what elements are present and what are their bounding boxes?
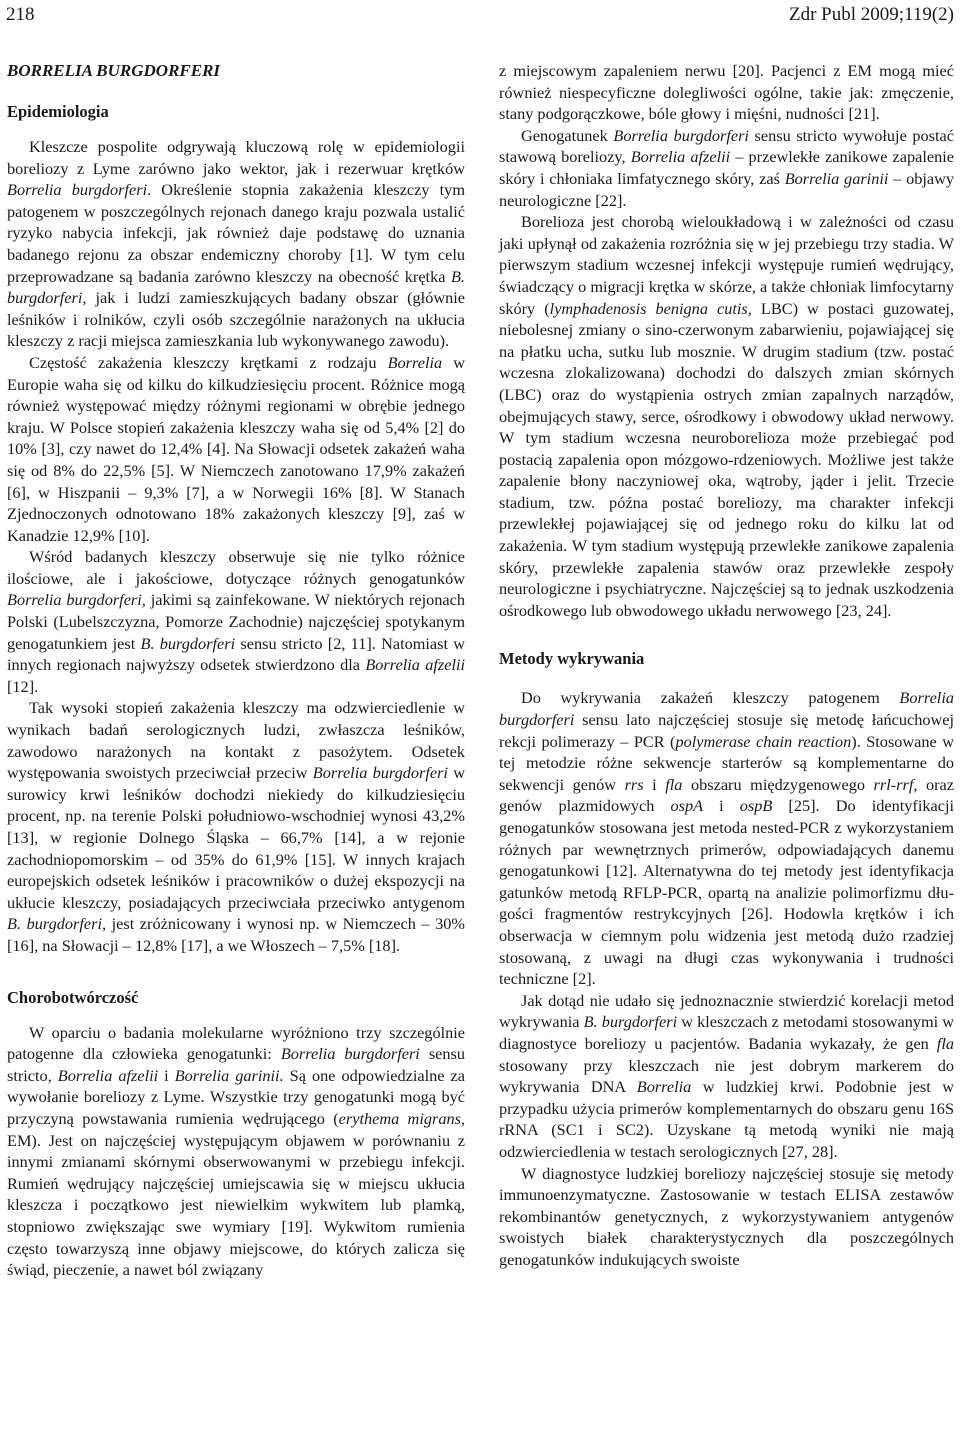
- text-run: Jak dotąd nie udało się jednoznacznie stwierdzić korelacji metod wykrywania: [499, 990, 954, 1032]
- right-column: [499, 60, 954, 1270]
- italic-text-run: B. burgdorferi: [583, 1012, 678, 1032]
- page-header: [6, 2, 954, 28]
- text-run: Tak wysoki stopień zakażenia kleszczy ma odzwierciedlenie w wynikach badań serologicznych ludzi, zwłaszcza leśników, zawodowo narażonych na kontakt z pasożytem. Odsetek występowania swoistych przeciwciał przeciw: [7, 698, 465, 783]
- text-run: i: [158, 1065, 175, 1085]
- text-run: , oraz genów plazmidowych: [499, 774, 955, 816]
- text-run: – objawy neurologiczne [22].: [499, 168, 954, 210]
- italic-text-run: Borrelia burgdorferi: [499, 688, 954, 730]
- paragraph: [499, 990, 954, 1163]
- italic-text-run: polymerase chain reaction: [675, 731, 852, 751]
- section-title: BORRELIA BURGDORFERI: [7, 61, 221, 80]
- journal-citation: Zdr Publ 2009;119(2): [788, 4, 954, 25]
- italic-text-run: Borrelia afzelii: [630, 147, 731, 167]
- text-run: Borelioza jest chorobą wieloukładową i w zależności od czasu jaki upłynął od zakażenia rozróżnia się w jej przebiegu trzy stadia. W pierwszym stadium wczesnej infekcji występuje rumień wędrujący, świadczący o migracji krętka w skórze, a także chłoniak limfocytarny skóry (: [499, 212, 954, 318]
- text-run: W oparciu o badania molekularne wyróżniono trzy szczególnie patogenne dla człowieka genogatunki:: [7, 1022, 465, 1064]
- text-run: w ludzkiej krwi. Podobnie jest w przypadku użycia primerów komplementarnych do obszaru genu 16S rRNA (SC1 i SC2). Uzyskane tą metodą wyniki nie mają odzwierciedlenia w testach serologicznych [27, 28].: [499, 1077, 954, 1161]
- italic-text-run: Borrelia afzelii: [365, 655, 466, 675]
- text-run: sensu stricto wywołuje postać stawową boreliozy,: [499, 125, 954, 167]
- italic-text-run: B. burgdorferi: [140, 633, 236, 653]
- left-column: [7, 60, 465, 1281]
- italic-text-run: fla: [936, 1033, 954, 1053]
- italic-text-run: Borrelia burgdorferi: [312, 763, 448, 783]
- italic-text-run: fla: [665, 774, 683, 794]
- italic-text-run: Borrelia: [387, 352, 443, 372]
- italic-text-run: Borrelia garinii.: [174, 1065, 284, 1085]
- italic-text-run: Borrelia burgdorferi: [7, 180, 148, 200]
- text-run: – przewlekłe zanikowe zapalenie skóry i chłoniaka limfatycznego skóry, zaś: [499, 147, 955, 188]
- text-run: sensu lato najczęściej stosuje się metodę łańcuchowej rekcji polimerazy – PCR (: [499, 710, 954, 751]
- text-run: w Europie waha się od kilku do kilkudziesięciu procent. Różnice mogą również występować między różnymi regionami w obrębie jednego kraju. W Polsce stopień zakażenia kleszczy waha się od 5,4% [2] do 10% [3], czy nawet do 12,4% [4]. Na Słowacji odsetek zakażeń waha się od 8% do 22,5% [5]. W Niemczech zanotowano 17,9% zakażeń [6], w Hiszpanii – 9,3% [7], a w Norwegii 16% [8]. W Stanach Zjednoczonych odnotowano 18% zakażonych kleszczy [9], zaś w Kanadzie 12,9% [10].: [7, 352, 466, 545]
- text-run: ). Stosowane w tej metodzie różne sekwencje starterów są komplementarne do sekwencji genów: [499, 731, 954, 794]
- text-run: W diagnostyce ludzkiej boreliozy najczęściej stosuje się metody immunoenzymatyczne. Zastosowanie w testach ELISA zestawów rekombinantów genetycznych, z wykorzystywaniem antygenów swoistych białek charakterystycznych dla poszczególnych genogatunków indukujących swoiste: [499, 1163, 954, 1269]
- page-number: 218: [6, 4, 35, 25]
- italic-text-run: lymphadenosis benigna cutis,: [549, 298, 752, 318]
- text-run: . Określenie stopnia zakażenia kleszczy tym patogenem w poszczególnych rejonach danego kraju pozwala ustalić ryzyko nabycia infekcji, jak również daje podstawę do uznania badanego rejonu za obszar endemiczny choroby [1]. W tym celu przeprowadzane są badania zarówno kleszczy na obecność krętka: [7, 180, 465, 286]
- text-run: i: [643, 774, 666, 794]
- italic-text-run: B. burgdorferi,: [7, 266, 465, 308]
- text-run: Genogatunek: [521, 125, 614, 145]
- paragraph: [499, 687, 954, 989]
- text-run: jakimi są zainfekowane. W niektórych rejonach Polski (Lubelszczyzna, Pomorze Zachodnie) najczęściej spotykanym genogatunkiem jest: [7, 590, 465, 653]
- text-run: w surowicy krwi leśników dochodzi niekiedy do kilkudziesięciu procent, np. na terenie Polski południowo-wschodniej wynosi 43,2% [13], w regionie Dolnego Śląska – 66,7% [14], a w rejonie zachodniopomorskim – od 35% do 61,9% [15]. W innych krajach europejskich odsetek leśników i pracowników o dużej ekspozycji na ukłucie kleszczy, posiadających przeciwciała przeciwko antygenom: [7, 763, 466, 912]
- italic-text-run: rrl-rrf: [873, 774, 914, 794]
- italic-text-run: erythema migrans,: [338, 1108, 466, 1128]
- text-run: LBC) w postaci guzowatej, niebolesnej zmiany o sino-czerwonym zabarwieniu, pojawiającej się na płatku ucha, sutku lub mosznie. W drugim stadium (tzw. postać wczesna zlokalizowana) dochodzi do dalszych zmian skórnych (LBC) oraz do wystąpienia ostrych zmian zapalnych narządów, obejmujących stawy, serce, ośrodkowy i obwodowy układ nerwowy. W tym stadium wczesna neuroborelioza może przebiegać pod postacią zapalenia opon mózgowo-rdzeniowych. Możliwe jest także zapalenie błony naczyniowej oka, wątroby, jąder i jelit. Trzecie stadium, tzw. późna postać boreliozy, ma charakter infekcji przewlekłej pojawiającej się od jednego roku do kilku lat od zakażenia. W tym stadium występują przewlekłe zanikowe zapalenia skóry, przewlekłe zapalenia stawów oraz przewlekłe zespoły neurologiczne i psychiatryczne. Najczęściej są to jednak uszkodzenia ośrodkowego lub obwodowego układu nerwowego [23, 24].: [499, 298, 955, 620]
- italic-text-run: Borrelia burgdorferi: [613, 125, 749, 145]
- text-run: sensu stricto [2, 11]. Natomiast w innych regionach najwyższy odsetek stwierdzono dla: [7, 633, 466, 675]
- paragraph: [7, 352, 465, 546]
- heading-metody-wykrywania: Metody wykrywania: [499, 649, 645, 669]
- italic-text-run: Borrelia garinii: [784, 168, 889, 188]
- text-run: [25]. Do identyfikacji genogatunków stosowana jest metoda nested-PCR z wykorzystaniem różnych par wewnętrznych primerów, odpowiadających danemu genogatunkowi [12]. Alternatywna do tej metody jest identyfikacja gatunków metodą RFLP-PCR, opartą na analizie polimorfizmu długości fragmentów restrykcyjnych [26]. Hodowla krętków i ich obserwacja w ciemnym polu widzenia jest metodą dużo rzadziej stosowaną, z uwagi na długi czas wykonywania i trudności techniczne [2].: [499, 796, 955, 989]
- paragraph: [7, 136, 465, 352]
- italic-text-run: ospA: [670, 796, 704, 816]
- text-run: Do wykrywania zakażeń kleszczy patogenem: [521, 688, 900, 708]
- text-run: Są one odpowiedzialne za wywołanie boreliozy z Lyme. Wszystkie trzy genogatunki mogą być przyczyną powstawania rumienia wędrującego (: [7, 1065, 465, 1128]
- italic-text-run: rrs: [624, 774, 644, 794]
- paragraph: [7, 546, 465, 697]
- paragraph: [499, 60, 954, 125]
- text-run: jest zróżnicowany i wynosi np. w Niemczech – 30% [16], na Słowacji – 12,8% [17], a we Włoszech – 7,5% [18].: [7, 914, 465, 955]
- text-run: obszaru międzygenowego: [682, 774, 874, 794]
- heading-chorobotworczosc: Chorobotwórczość: [7, 987, 139, 1007]
- paragraph: [499, 1163, 954, 1271]
- text-run: Częstość zakażenia kleszczy krętkami z rodzaju: [29, 352, 388, 372]
- text-run: i: [703, 796, 740, 816]
- heading-epidemiologia: Epidemiologia: [7, 102, 109, 121]
- italic-text-run: Borrelia: [636, 1077, 692, 1097]
- text-run: Wśród badanych kleszczy obserwuje się nie tylko różnice ilościowe, ale i jakościowe, dotyczące różnych genogatunków: [7, 547, 465, 588]
- text-run: z miejscowym zapaleniem nerwu [20]. Pacjenci z EM mogą mieć również niespecyficzne dolegliwości ogólne, takie jak: zmęczenie, stany podgorączkowe, bóle głowy i mięśni, nudności [21].: [499, 61, 954, 124]
- text-run: stosowany przy kleszczach nie jest dobrym markerem do wykrywania DNA: [499, 1055, 954, 1097]
- paragraph: [7, 1022, 465, 1281]
- text-run: w kleszczach z metodami stosowanymi w diagnostyce boreliozy u pacjentów. Badania wykazały, że gen: [499, 1012, 955, 1053]
- text-run: sensu stricto,: [7, 1044, 466, 1085]
- paragraph: [499, 125, 954, 211]
- italic-text-run: Borrelia burgdorferi: [280, 1044, 420, 1064]
- text-run: [12].: [7, 676, 39, 696]
- paragraph: [7, 697, 465, 956]
- text-run: Kleszcze pospolite odgrywają kluczową rolę w epidemiologii boreliozy z Lyme zarówno jako wektor, jak i rezerwuar krętków: [7, 137, 465, 178]
- italic-text-run: ospB: [739, 796, 773, 816]
- text-run: jak i ludzi zamieszkujących badany obszar (głównie leśników i rolników, czyli osób szczególnie narażonych na ukłucia kleszczy z racji miejsca zamieszkania lub wykonywanego zawodu).: [7, 288, 465, 351]
- text-run: EM). Jest on najczęściej występującym objawem w porównaniu z innymi zmianami skórnymi obserwowanymi w przebiegu infekcji. Rumień wędrujący najczęściej umiejscawia się w miejscu ukłucia kleszcza i początkowo jest niewielkim wykwitem lub plamką, stopniowo zwiększając swe wymiary [19]. Wykwitom rumienia często towarzyszą inne objawy miejscowe, do których zalicza się świąd, pieczenie, a nawet ból związany: [7, 1130, 465, 1280]
- italic-text-run: Borrelia afzelii: [57, 1065, 159, 1085]
- italic-text-run: Borrelia burgdorferi,: [7, 590, 146, 610]
- paragraph: [499, 211, 954, 621]
- italic-text-run: B. burgdorferi,: [7, 914, 107, 934]
